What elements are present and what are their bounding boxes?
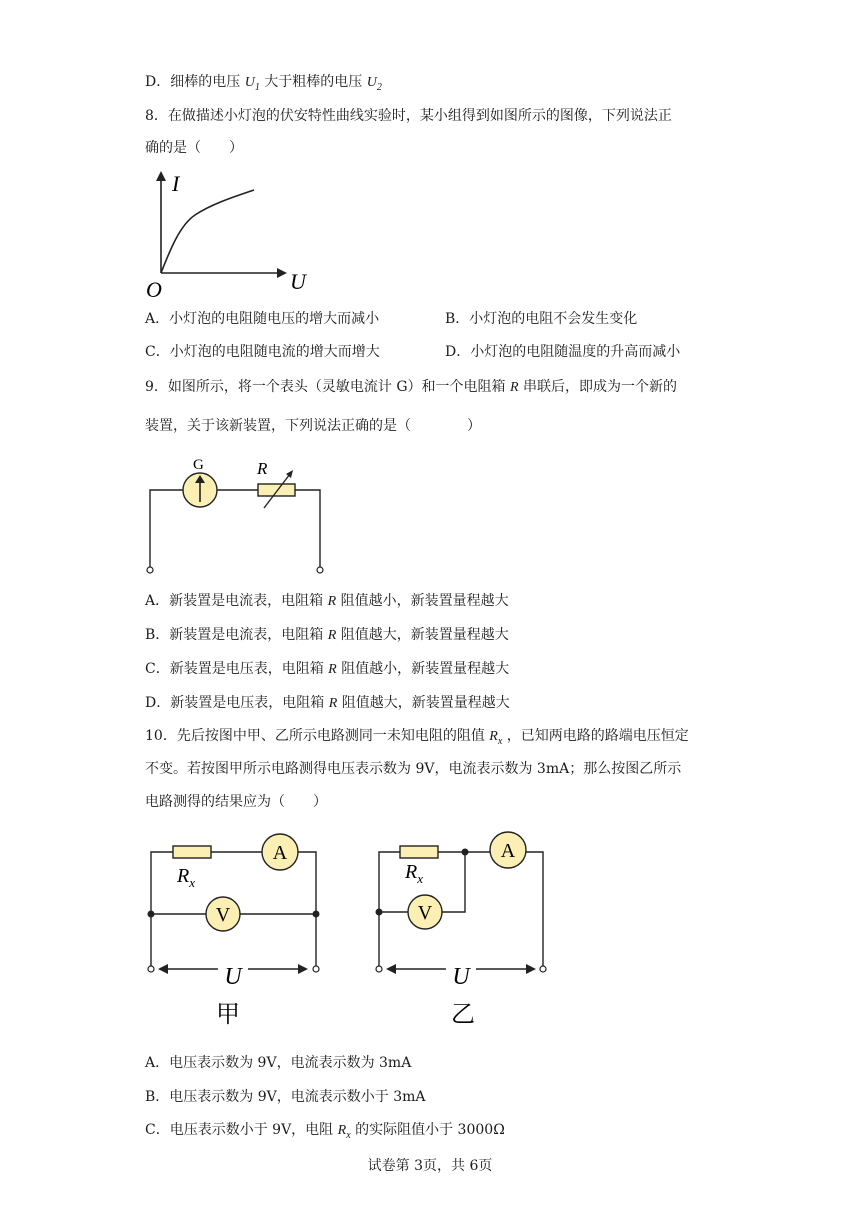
q10-option-c-post: 的实际阻值小于 3000Ω bbox=[355, 1122, 505, 1138]
q8-origin-label: O bbox=[146, 277, 162, 302]
q9-terminal-left bbox=[147, 567, 153, 573]
q10-jia-junction-left bbox=[148, 911, 155, 918]
q9-option-c-pre: C．新装置是电压表，电阻箱 bbox=[145, 661, 324, 677]
q9-option-a bbox=[145, 591, 509, 612]
q8-iu-curve bbox=[161, 190, 254, 273]
q10-jia-voltage-label: U bbox=[224, 964, 242, 990]
q10-jia-junction-right bbox=[313, 911, 320, 918]
q9-resistor-box bbox=[258, 484, 295, 496]
q10-option-b: B．电压表示数为 9V，电流表示数小于 3mA bbox=[145, 1089, 426, 1105]
q10-yi-resistor-label: $R_x$ bbox=[405, 861, 423, 886]
q10-jia-caption: 甲 bbox=[216, 1000, 240, 1028]
q9-galvanometer-label: G bbox=[193, 457, 204, 473]
q9-terminal-right bbox=[317, 567, 323, 573]
q7-u2: U bbox=[366, 75, 377, 90]
q10-jia-arrowhead-left-icon bbox=[158, 964, 168, 974]
q10-yi-voltmeter-label: V bbox=[417, 902, 433, 924]
q10-yi-terminal-left bbox=[376, 966, 382, 972]
q9-option-c bbox=[145, 659, 509, 680]
q10-yi-junction-left bbox=[376, 909, 383, 916]
q10-yi-resistor bbox=[400, 846, 438, 858]
q9-option-a-post: 阻值越小，新装置量程越大 bbox=[340, 593, 509, 609]
q8-option-b: B．小灯泡的电阻不会发生变化 bbox=[445, 311, 638, 327]
q10-yi-junction-top bbox=[462, 849, 469, 856]
q7-option-d bbox=[145, 72, 382, 98]
q9-option-d bbox=[145, 693, 510, 714]
q10-yi-terminal-right bbox=[540, 966, 546, 972]
q9-option-b-pre: B．新装置是电流表，电阻箱 bbox=[145, 627, 324, 643]
q8-option-c: C．小灯泡的电阻随电流的增大而增大 bbox=[145, 344, 380, 360]
q9-stem-r: R bbox=[510, 380, 519, 395]
q9-option-c-r: R bbox=[328, 662, 337, 677]
q8-option-a: A．小灯泡的电阻随电压的增大而减小 bbox=[145, 311, 380, 327]
q10-option-c bbox=[145, 1120, 505, 1146]
q9-stem-b: 串联后，即成为一个新的 bbox=[523, 379, 678, 395]
q9-stem-a: 9．如图所示，将一个表头（灵敏电流计 G）和一个电阻箱 bbox=[145, 379, 506, 395]
q10-yi-arrowhead-right-icon bbox=[526, 964, 536, 974]
q10-circuit-yi bbox=[370, 832, 570, 1032]
q8-option-d: D．小灯泡的电阻随温度的升高而减小 bbox=[445, 344, 681, 360]
q10-yi-ammeter-label: A bbox=[500, 840, 516, 862]
q10-yi-caption: 乙 bbox=[451, 1000, 475, 1028]
q9-stem-line2: 装置，关于该新装置，下列说法正确的是（ ） bbox=[145, 418, 481, 434]
q9-wire bbox=[150, 490, 320, 568]
q10-jia-terminal-left bbox=[148, 966, 154, 972]
q8-stem-line2: 确的是（ ） bbox=[145, 140, 243, 156]
q7-u2-sub: 2 bbox=[376, 81, 382, 93]
page-footer: 试卷第 3页，共 6页 bbox=[367, 1158, 493, 1174]
q9-circuit bbox=[140, 450, 340, 580]
q9-stem-line1 bbox=[145, 377, 677, 398]
q10-stem-b: ，已知两电路的路端电压恒定 bbox=[506, 728, 689, 744]
q10-yi-voltage-label: U bbox=[452, 964, 470, 990]
q9-option-b bbox=[145, 625, 509, 646]
q10-yi-arrowhead-left-icon bbox=[386, 964, 396, 974]
q10-jia-voltmeter-label: V bbox=[215, 904, 231, 926]
q9-option-d-pre: D．新装置是电压表，电阻箱 bbox=[145, 695, 325, 711]
q10-option-c-pre: C．电压表示数小于 9V，电阻 bbox=[145, 1122, 334, 1138]
q8-x-label: U bbox=[290, 269, 306, 294]
q10-stem-sub: x bbox=[497, 735, 503, 747]
q9-resistor-label: R bbox=[257, 459, 268, 478]
q10-option-c-r: R bbox=[337, 1123, 347, 1138]
q10-jia-terminal-right bbox=[313, 966, 319, 972]
q9-option-d-post: 阻值越大，新装置量程越大 bbox=[341, 695, 510, 711]
q10-stem-line1 bbox=[145, 726, 689, 752]
q10-stem-a: 10．先后按图中甲、乙所示电路测同一未知电阻的阻值 bbox=[145, 728, 485, 744]
q9-option-d-r: R bbox=[328, 696, 338, 711]
q9-option-c-post: 阻值越小，新装置量程越大 bbox=[341, 661, 510, 677]
q10-circuit-jia bbox=[140, 832, 340, 1032]
q9-option-a-r: R bbox=[327, 594, 337, 609]
q10-option-c-sub: x bbox=[346, 1129, 351, 1141]
q10-jia-resistor-label: $R_x$ bbox=[177, 865, 195, 890]
q7-u1-sub: 1 bbox=[254, 81, 260, 93]
q10-stem-line3: 电路测得的结果应为（ ） bbox=[145, 794, 327, 810]
q10-option-a: A．电压表示数为 9V，电流表示数为 3mA bbox=[145, 1055, 412, 1071]
q7-option-d-prefix: D．细棒的电压 bbox=[145, 74, 241, 90]
q10-stem-r: R bbox=[489, 729, 498, 744]
q10-jia-ammeter-label: A bbox=[272, 842, 288, 864]
q10-jia-resistor bbox=[173, 846, 211, 858]
q7-u1: U bbox=[244, 75, 255, 90]
q7-option-d-mid: 大于粗棒的电压 bbox=[264, 74, 363, 90]
q8-y-label: I bbox=[172, 171, 180, 196]
q9-option-b-post: 阻值越大，新装置量程越大 bbox=[340, 627, 509, 643]
q10-yi-wire bbox=[379, 852, 543, 966]
q10-stem-line2: 不变。若按图甲所示电路测得电压表示数为 9V，电流表示数为 3mA；那么按图乙所示 bbox=[145, 761, 682, 777]
q9-option-b-r: R bbox=[327, 628, 337, 643]
q10-jia-arrowhead-right-icon bbox=[298, 964, 308, 974]
q8-stem-line1: 8．在做描述小灯泡的伏安特性曲线实验时，某小组得到如图所示的图像，下列说法正 bbox=[145, 108, 672, 124]
q8-iu-graph bbox=[140, 165, 320, 305]
q9-option-a-pre: A．新装置是电流表，电阻箱 bbox=[145, 593, 324, 609]
